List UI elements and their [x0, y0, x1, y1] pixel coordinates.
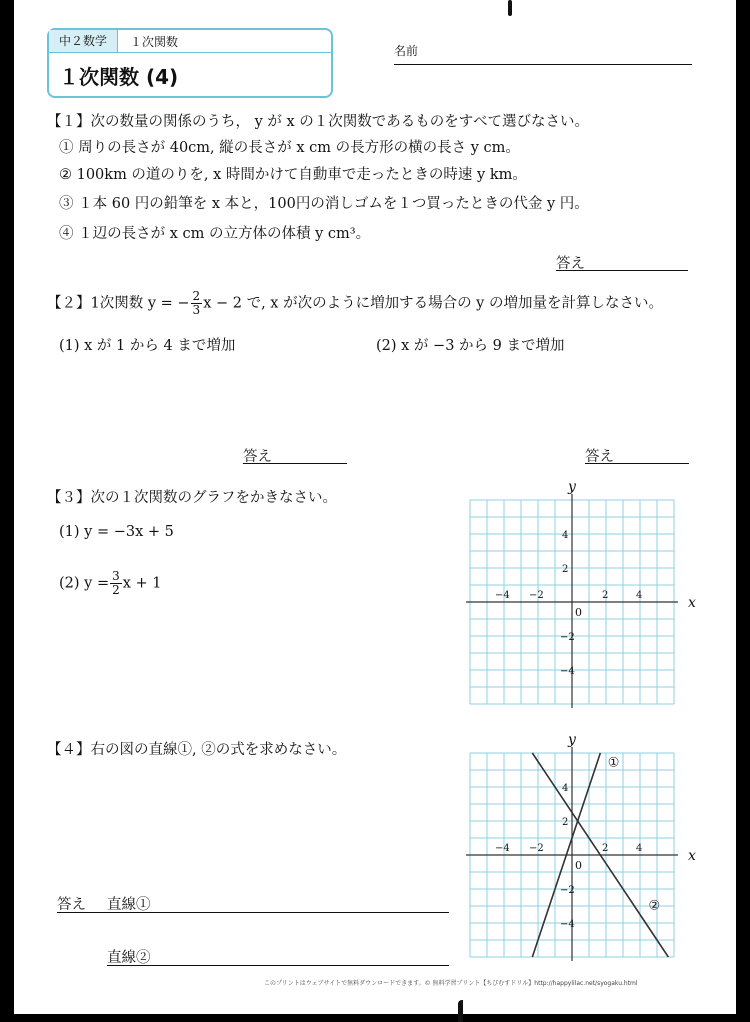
q1-item-4: ④ １辺の長さが x cm の立方体の体積 y cm³。 [59, 226, 371, 242]
y-axis-label: y [568, 479, 576, 495]
q2-frac-den: 3 [192, 303, 201, 317]
y-tick-label: −2 [560, 632, 575, 643]
worksheet-page [14, 0, 736, 1014]
q4-prompt: 【４】右の図の直線①, ②の式を求めなさい。 [47, 742, 347, 758]
x-tick-label: −4 [495, 843, 510, 854]
name-label: 名前 [394, 44, 419, 58]
line1-marker: ① [607, 755, 620, 771]
q2-answer2-line[interactable] [585, 463, 689, 464]
q4-line1-label: 直線① [107, 897, 151, 913]
title-box-top [49, 30, 331, 53]
q2-prompt-post: x − 2 で, x が次のように増加する場合の y の増加量を計算しなさい。 [203, 295, 663, 312]
title-box [47, 28, 333, 98]
x-axis-label: x [688, 595, 696, 611]
q1-answer-label: 答え [556, 256, 585, 272]
x-axis-label: x [688, 848, 696, 864]
y-tick-label: 2 [562, 564, 569, 575]
q3-part-1: (1) y = −3x + 5 [59, 524, 174, 540]
y-tick-label: 4 [562, 530, 569, 541]
footer-note: このプリントはウェブサイトで無料ダウンロードできます。© 無料学習プリント【ちびむすドリル】http://happylilac.net/syogaku.html [264, 980, 638, 987]
q2-answer1-line[interactable] [243, 463, 347, 464]
q4-line1-answer-line[interactable] [57, 912, 449, 913]
q3-part2-pre: (2) y = [59, 575, 110, 592]
x-tick-label: −2 [529, 590, 544, 601]
name-field-line[interactable] [394, 64, 692, 65]
scan-mark-top [508, 0, 512, 16]
origin-label: 0 [575, 606, 582, 619]
topic-label: １次関数 [130, 34, 179, 49]
y-tick-label: −4 [560, 666, 575, 677]
q2-part-2: (2) x が −3 から 9 まで増加 [376, 338, 565, 354]
y-tick-label: −2 [560, 885, 575, 896]
origin-label: 0 [575, 859, 582, 872]
q2-fraction [191, 290, 203, 317]
q2-prompt-pre: 【２】1次関数 y = − [47, 295, 190, 312]
y-tick-label: 2 [562, 817, 569, 828]
q3-prompt: 【３】次の１次関数のグラフをかきなさい。 [47, 490, 337, 506]
q4-line2-answer-line[interactable] [107, 965, 449, 966]
q1-prompt: 【１】次の数量の関係のうち， y が x の１次関数であるものをすべて選びなさい。 [47, 114, 590, 130]
scan-mark-bottom [458, 1000, 463, 1022]
q1-item-3: ③ １本 60 円の鉛筆を x 本と，100円の消しゴムを１つ買ったときの代金 y 円。 [59, 196, 589, 212]
q3-frac-den: 2 [112, 583, 120, 597]
q3-fraction [110, 570, 122, 597]
y-tick-label: −4 [560, 919, 575, 930]
q1-answer-line[interactable] [556, 270, 688, 271]
x-tick-label: 2 [602, 590, 609, 601]
x-tick-label: −2 [529, 843, 544, 854]
q3-part2-post: x + 1 [122, 575, 162, 592]
worksheet-title: １次関数 (4) [59, 65, 179, 89]
q4-line-graph [450, 733, 694, 963]
x-tick-label: 4 [636, 590, 643, 601]
line2-marker: ② [648, 898, 661, 914]
subject-label: 中２数学 [49, 30, 118, 52]
q2-part-1: (1) x が 1 から 4 まで増加 [59, 338, 236, 354]
q4-answer-label: 答え [57, 897, 86, 913]
q1-item-2: ② 100km の道のりを, x 時間かけて自動車で走ったときの時速 y km。 [59, 167, 527, 183]
x-tick-label: 4 [636, 843, 643, 854]
x-tick-label: −4 [495, 590, 510, 601]
q3-frac-num: 3 [112, 569, 120, 583]
y-axis-label: y [568, 732, 576, 748]
q4-line2-label: 直線② [107, 950, 151, 966]
q3-blank-grid[interactable] [450, 480, 694, 710]
q2-frac-num: 2 [192, 289, 201, 303]
x-tick-label: 2 [602, 843, 609, 854]
q1-item-1: ① 周りの長さが 40cm, 縦の長さが x cm の長方形の横の長さ y cm。 [59, 140, 520, 156]
q2-answer2-label: 答え [585, 449, 614, 465]
q3-part-2 [59, 570, 162, 597]
q2-prompt [47, 290, 663, 317]
y-tick-label: 4 [562, 783, 569, 794]
q2-answer1-label: 答え [243, 449, 272, 465]
